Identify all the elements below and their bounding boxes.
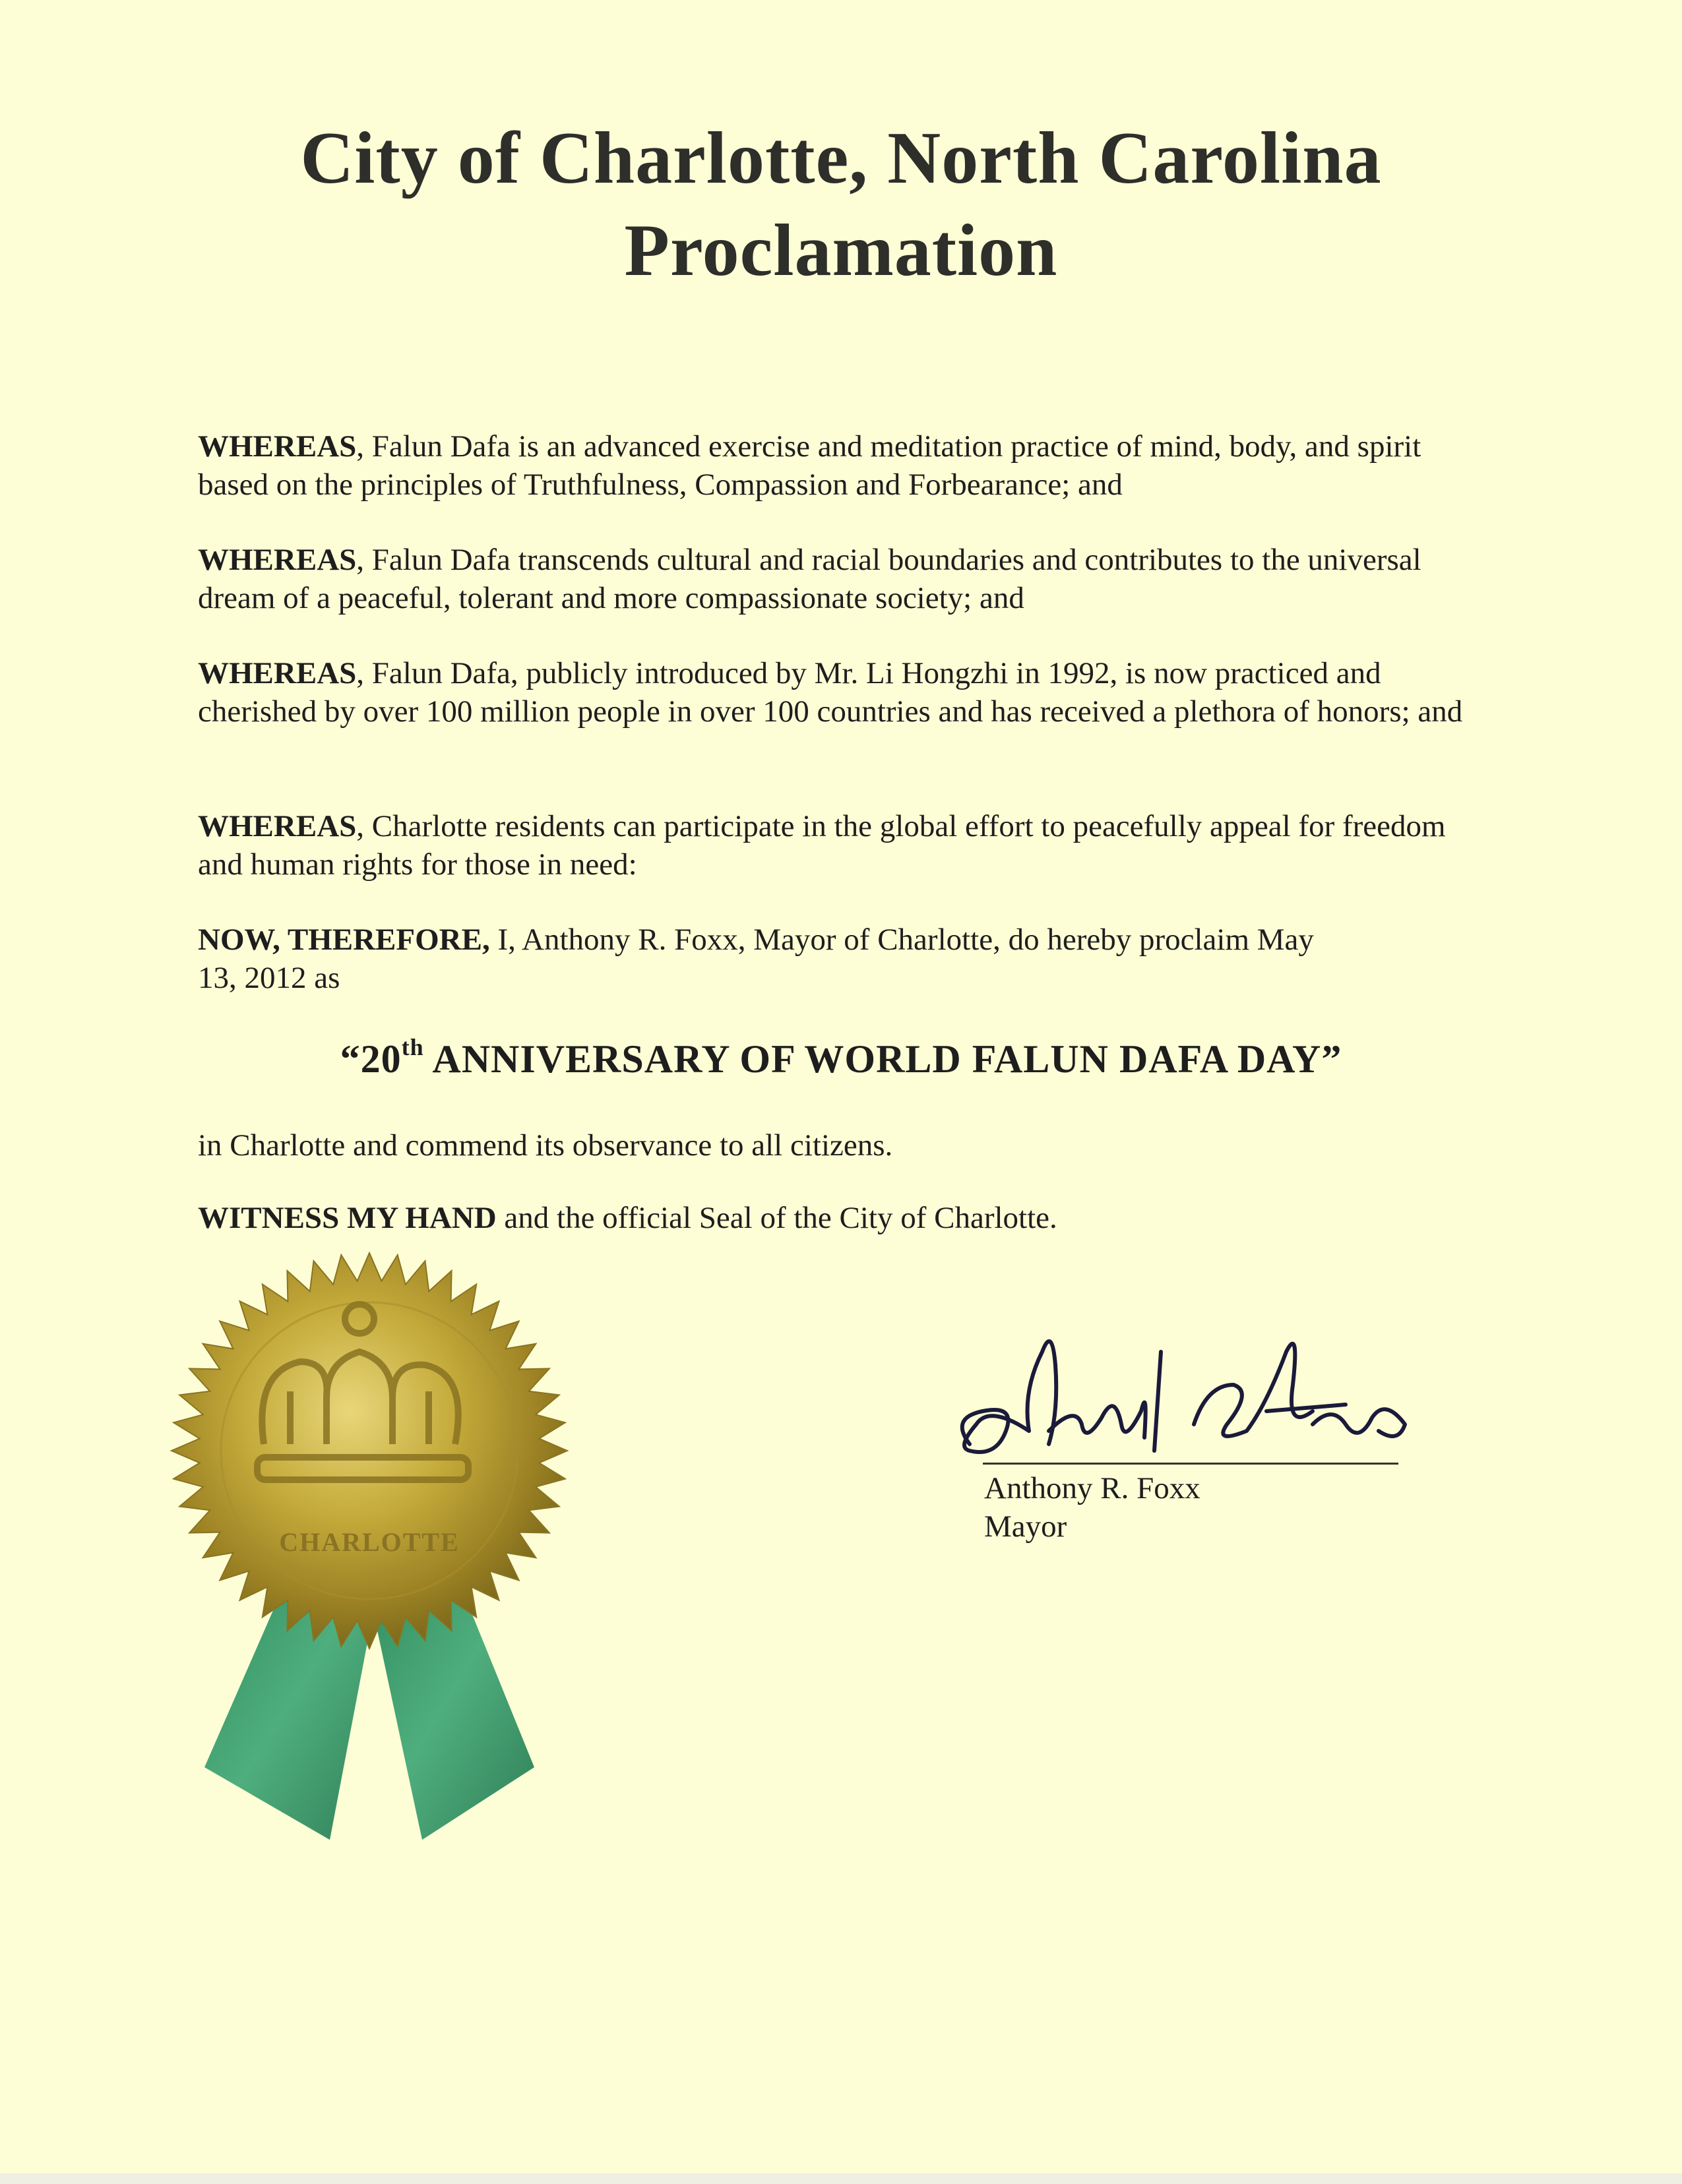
signer-title: Mayor [984, 1509, 1067, 1544]
signer-name: Anthony R. Foxx [984, 1471, 1200, 1505]
city-title: City of Charlotte, North Carolina [300, 117, 1382, 199]
observance-title-superscript: th [401, 1034, 424, 1060]
paragraph-text: , Falun Dafa is an advanced exercise and meditation practice of mind, body, and spirit based on the principles of Truthfulness, Compassion and Forbearance; and [198, 429, 1421, 502]
paragraph-text: in Charlotte and commend its observance to all citizens. [198, 1128, 893, 1163]
paragraph-text: , Charlotte residents can participate in the global effort to peacefully appeal for freedom and human rights for those in need: [198, 809, 1446, 882]
paragraph-lead: WITNESS MY HAND [198, 1201, 497, 1235]
observance-title-text: ANNIVERSARY OF WORLD FALUN DAFA DAY” [423, 1037, 1342, 1081]
paragraph-text: , Falun Dafa transcends cultural and racial boundaries and contributes to the universal dream of a peaceful, tolerant and more compassionate society; and [198, 543, 1421, 615]
mayor-signature [943, 1312, 1418, 1484]
whereas-paragraph-2 [198, 541, 1491, 617]
seal-inscription: CHARLOTTE [279, 1527, 460, 1557]
paragraph-lead: WHEREAS [198, 543, 357, 577]
therefore-paragraph [198, 921, 1332, 997]
signature-line [983, 1463, 1398, 1465]
city-seal [165, 1246, 574, 1853]
paragraph-text: and the official Seal of the City of Charlotte. [496, 1201, 1057, 1235]
proclamation-title: Proclamation [624, 210, 1058, 291]
page-bottom-edge [0, 2173, 1682, 2184]
paragraph-lead: WHEREAS [198, 656, 357, 690]
paragraph-text: I, Anthony R. Foxx, Mayor of Charlotte, do hereby proclaim May 13, 2012 as [198, 923, 1314, 995]
paragraph-lead: WHEREAS [198, 809, 357, 843]
whereas-paragraph-1 [198, 427, 1491, 504]
whereas-paragraph-3 [198, 654, 1491, 731]
whereas-paragraph-4 [198, 807, 1491, 884]
paragraph-lead: WHEREAS [198, 429, 357, 464]
commend-paragraph [198, 1126, 1491, 1165]
witness-paragraph [198, 1199, 1491, 1237]
document-header [0, 112, 1682, 297]
paragraph-text: , Falun Dafa, publicly introduced by Mr. Li Hongzhi in 1992, is now practiced and cherished by over 100 million people in over 100 countries and has received a plethora of honors; and [198, 656, 1463, 729]
paragraph-lead: NOW, THEREFORE, [198, 923, 490, 957]
observance-title-number: “20 [340, 1037, 402, 1081]
observance-title [0, 1034, 1682, 1082]
